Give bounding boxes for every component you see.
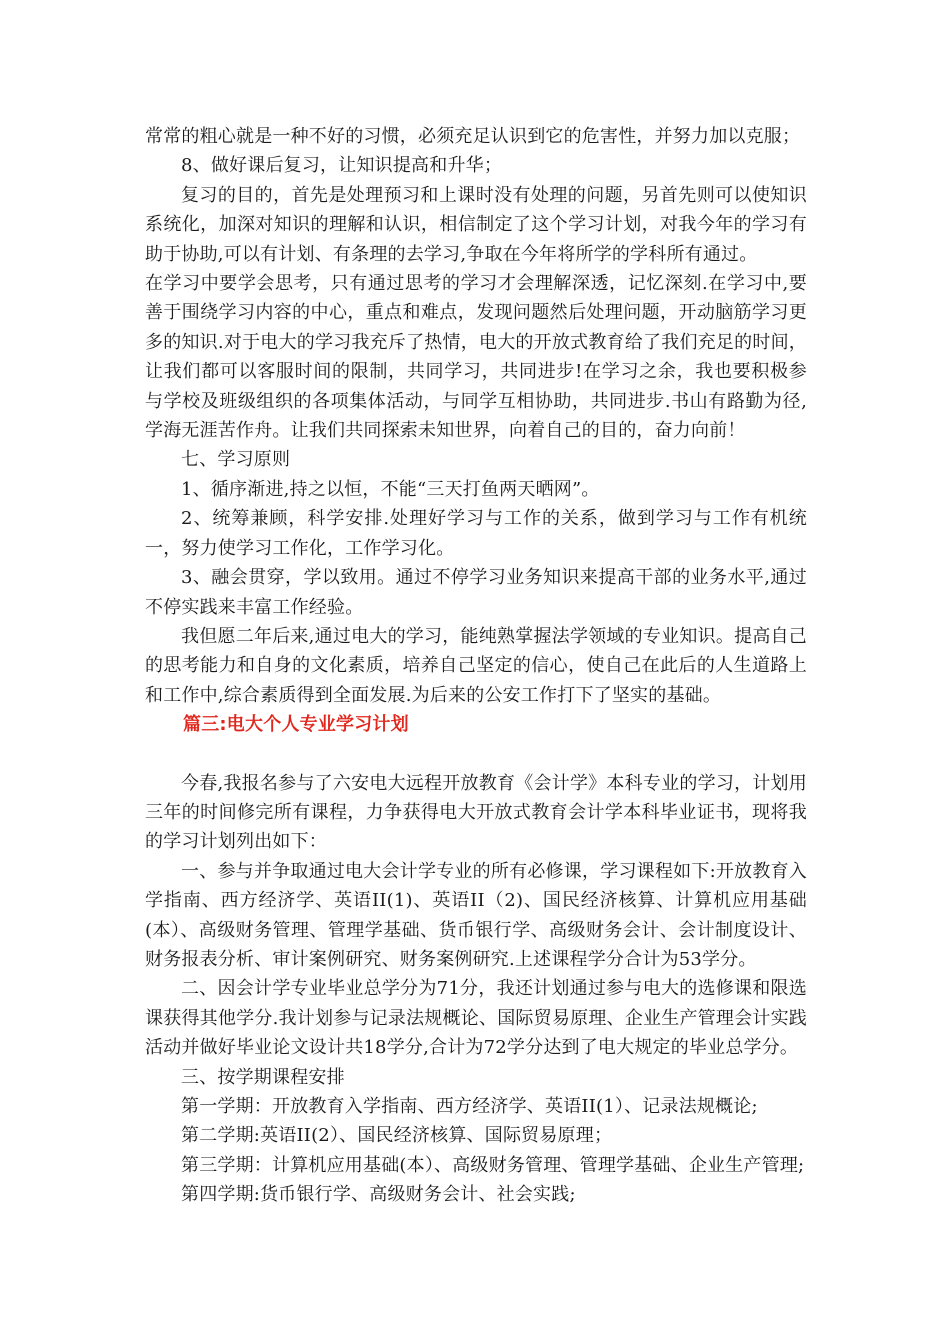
- paragraph: 三、按学期课程安排: [181, 1066, 345, 1088]
- paragraph: 在学习中要学会思考，只有通过思考的学习才会理解深透，记忆深刻.在学习中,要善于围绕学习内容的中心，重点和难点，发现问题然后处理问题，开动脑筋学习更多的知识.对于电大的学习我充斥了热情，电大的开放式教育给了我们充足的时间，让我们都可以客服时间的限制，共同学习，共同进步!在学习之余，我也要积极参与学校及班级组织的各项集体活动，与同学互相协助，共同进步.书山有路勤为径,学海无涯苦作舟。让我们共同探索未知世界，向着自己的目的，奋力向前！: [145, 273, 807, 442]
- paragraph: 8、做好课后复习，让知识提高和升华；: [181, 155, 503, 177]
- paragraph: 一、参与并争取通过电大会计学专业的所有必修课，学习课程如下:开放教育入学指南、西方经济学、英语II(1)、英语II（2)、国民经济核算、计算机应用基础(本）、高级财务管理、管理学基础、货币银行学、高级财务会计、会计制度设计、财务报表分析、审计案例研究、财务案例研究.上述课程学分合计为53学分。: [145, 860, 807, 970]
- paragraph: 第二学期:英语II(2）、国民经济核算、国际贸易原理；: [181, 1125, 613, 1147]
- paragraph: 第三学期：计算机应用基础(本）、高级财务管理、管理学基础、企业生产管理;: [181, 1154, 805, 1176]
- paragraph: 2、统筹兼顾，科学安排.处理好学习与工作的关系，做到学习与工作有机统一，努力使学习工作化，工作学习化。: [145, 508, 807, 559]
- paragraph: 二、因会计学专业毕业总学分为71分，我还计划通过参与电大的选修课和限选课获得其他学分.我计划参与记录法规概论、国际贸易原理、企业生产管理会计实践活动并做好毕业论文设计共18学分,合计为72学分达到了电大规定的毕业总学分。: [145, 978, 807, 1059]
- paragraph: 今春,我报名参与了六安电大远程开放教育《会计学》本科专业的学习，计划用三年的时间修完所有课程，力争获得电大开放式教育会计学本科毕业证书，现将我的学习计划列出如下：: [145, 772, 807, 853]
- heading-spacer: [145, 740, 807, 769]
- paragraph: 七、学习原则: [181, 449, 291, 471]
- document-page: [145, 122, 807, 1210]
- body-text-before-heading: [145, 122, 807, 710]
- section-heading: 篇三:电大个人专业学习计划: [183, 714, 409, 736]
- paragraph: 3、融会贯穿，学以致用。通过不停学习业务知识来提高干部的业务水平,通过不停实践来丰富工作经验。: [145, 567, 807, 618]
- paragraph: 第四学期:货币银行学、高级财务会计、社会实践;: [181, 1184, 576, 1206]
- body-text-after-heading: [145, 769, 807, 1210]
- paragraph: 第一学期：开放教育入学指南、西方经济学、英语II(1）、记录法规概论;: [181, 1096, 758, 1117]
- paragraph: 1、循序渐进,持之以恒，不能“三天打鱼两天晒网”。: [181, 478, 600, 500]
- paragraph: 复习的目的，首先是处理预习和上课时没有处理的问题，另首先则可以使知识系统化，加深对知识的理解和认识，相信制定了这个学习计划，对我今年的学习有助于协助,可以有计划、有条理的去学习,争取在今年将所学的学科所有通过。: [145, 184, 807, 265]
- paragraph: 我但愿二年后来,通过电大的学习，能纯熟掌握法学领域的专业知识。提高自己的思考能力和自身的文化素质，培养自己坚定的信心，使自己在此后的人生道路上和工作中,综合素质得到全面发展.为后来的公安工作打下了坚实的基础。: [145, 625, 807, 706]
- paragraph: 常常的粗心就是一种不好的习惯，必须充足认识到它的危害性，并努力加以克服；: [145, 126, 801, 147]
